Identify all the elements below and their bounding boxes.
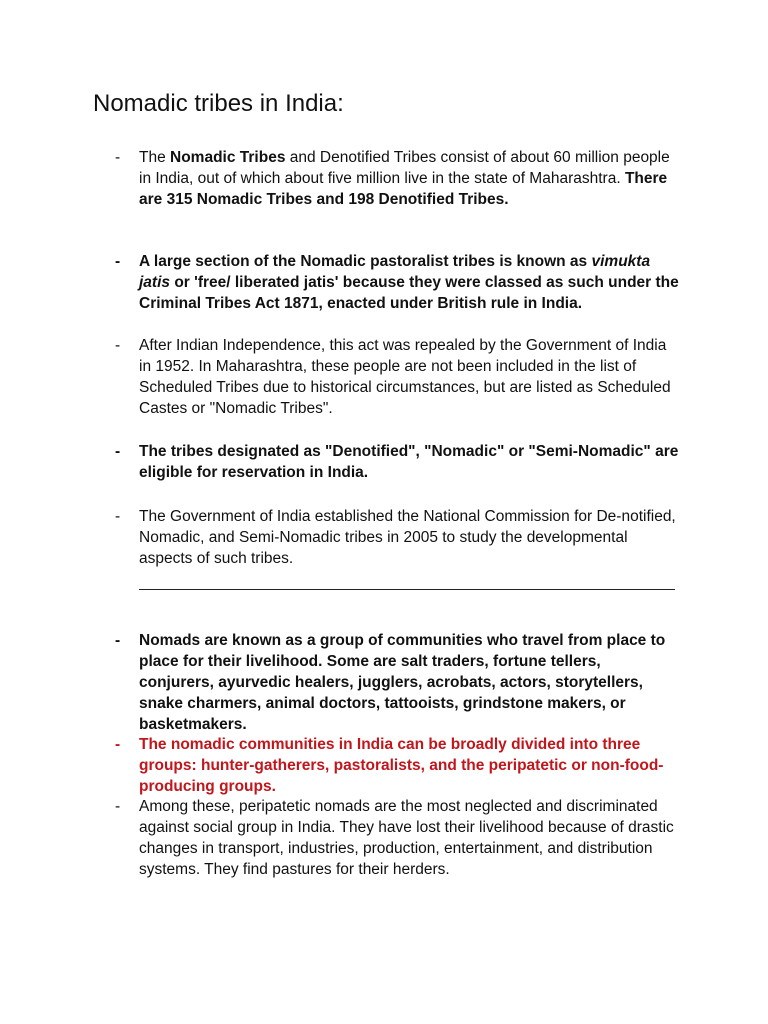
text-run: Nomads are known as a group of communities who travel from place to place for their livelihood. Some are salt traders, fortune tellers, conjurers, ayurvedic healers, jugglers, acrobats, actors, storytellers, snake charmers, animal doctors, tattooists, grindstone makers, or basketmakers.: [139, 632, 666, 733]
text-run: After Indian Independence, this act was repealed by the Government of India in 1952. In Maharashtra, these people are not been included in the list of Scheduled Tribes due to historical circumstances, but are listed as Scheduled Castes or "Nomadic Tribes".: [139, 337, 671, 417]
text-run: or 'free/ liberated jatis' because they were classed as such under the Criminal Tribes Act 1871, enacted under British rule in India.: [139, 274, 679, 312]
bullet-dash: -: [115, 337, 121, 354]
list-item-three-groups: [115, 734, 679, 797]
bullet-dash: -: [115, 253, 121, 270]
list-item-vimukta-jatis: [115, 251, 679, 314]
list-item-commission: [115, 506, 679, 569]
text-run-italic: vimukta jatis: [139, 253, 651, 291]
text-run: The: [139, 149, 171, 166]
bullet-dash: -: [115, 149, 121, 166]
bullet-dash: -: [115, 736, 121, 753]
list-item-nomadic-tribes: [115, 147, 679, 210]
bullet-dash: -: [115, 632, 121, 649]
list-item-reservation: [115, 441, 679, 483]
list-item-independence: [115, 335, 679, 419]
text-run-bold: Nomadic Tribes: [170, 149, 286, 166]
bullet-dash: -: [115, 443, 121, 460]
text-run: The tribes designated as "Denotified", "Nomadic" or "Semi-Nomadic" are eligible for reservation in India.: [139, 443, 679, 481]
text-run: A large section of the Nomadic pastoralist tribes is known as: [139, 253, 592, 270]
text-run: and Denotified Tribes consist of about 60 million people in India, out of which about five million live in the state of Maharashtra.: [139, 149, 670, 187]
text-run: The Government of India established the National Commission for De-notified, Nomadic, and Semi-Nomadic tribes in 2005 to study the developmental aspects of such tribes.: [139, 508, 676, 567]
horizontal-rule: [139, 589, 675, 590]
list-item-peripatetic: [115, 796, 679, 880]
text-run: Among these, peripatetic nomads are the most neglected and discriminated against social group in India. They have lost their livelihood because of drastic changes in transport, industries, production, entertainment, and distribution systems. They find pastures for their herders.: [139, 798, 674, 878]
bullet-dash: -: [115, 508, 121, 525]
text-run: The nomadic communities in India can be broadly divided into three groups: hunter-gatherers, pastoralists, and the peripatetic or non-food-producing groups.: [139, 736, 664, 795]
bullet-dash: -: [115, 798, 121, 815]
page-title: Nomadic tribes in India:: [93, 90, 344, 117]
text-run-bold: There are 315 Nomadic Tribes and 198 Denotified Tribes.: [139, 170, 668, 208]
list-item-nomads-definition: [115, 630, 679, 735]
